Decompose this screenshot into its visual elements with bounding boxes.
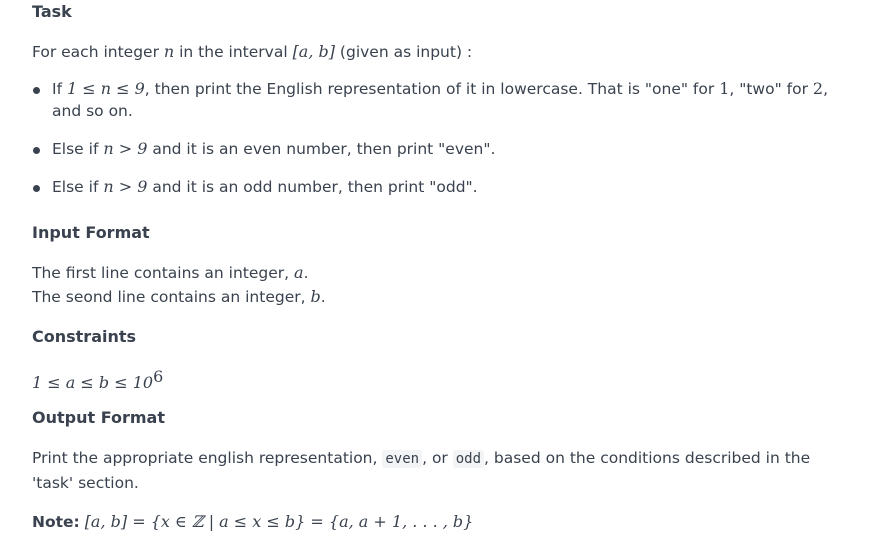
code-even: even <box>382 450 422 468</box>
output-format-text: Print the appropriate english representation, even , or odd , based on the conditions described in the 'task' section. <box>32 449 811 492</box>
note-label: Note: <box>32 513 80 531</box>
constraints-heading: Constraints <box>32 327 137 346</box>
output-format-heading: Output Format <box>32 408 165 427</box>
note-expression: [a, b] = {x ∈ ℤ | a ≤ x ≤ b} = {a, a + 1, . . . , b} <box>84 512 474 531</box>
bullet-icon <box>33 185 40 192</box>
task-heading: Task <box>32 2 72 21</box>
list-item: Else if n > 9 and it is an even number, then print "even". <box>32 138 862 160</box>
note-line <box>32 510 473 534</box>
bullet-icon <box>33 87 40 94</box>
list-item: Else if n > 9 and it is an odd number, then print "odd". <box>32 176 862 198</box>
input-format-line-1: The first line contains an integer, a. <box>32 263 309 282</box>
input-format-line-2: The seond line contains an integer, b. <box>32 287 326 306</box>
constraints-expression: $1 \le a \le b \le 10^6$ <box>32 367 164 393</box>
task-rules-list <box>32 78 862 214</box>
code-odd: odd <box>453 450 484 468</box>
bullet-icon <box>33 147 40 154</box>
input-format-heading: Input Format <box>32 223 150 242</box>
task-intro: For each integer n in the interval [a, b] (given as input) : <box>32 42 473 61</box>
list-item: If 1 ≤ n ≤ 9, then print the English representation of it in lowercase. That is "one" for 1, "two" for 2, and so on. <box>32 78 862 122</box>
